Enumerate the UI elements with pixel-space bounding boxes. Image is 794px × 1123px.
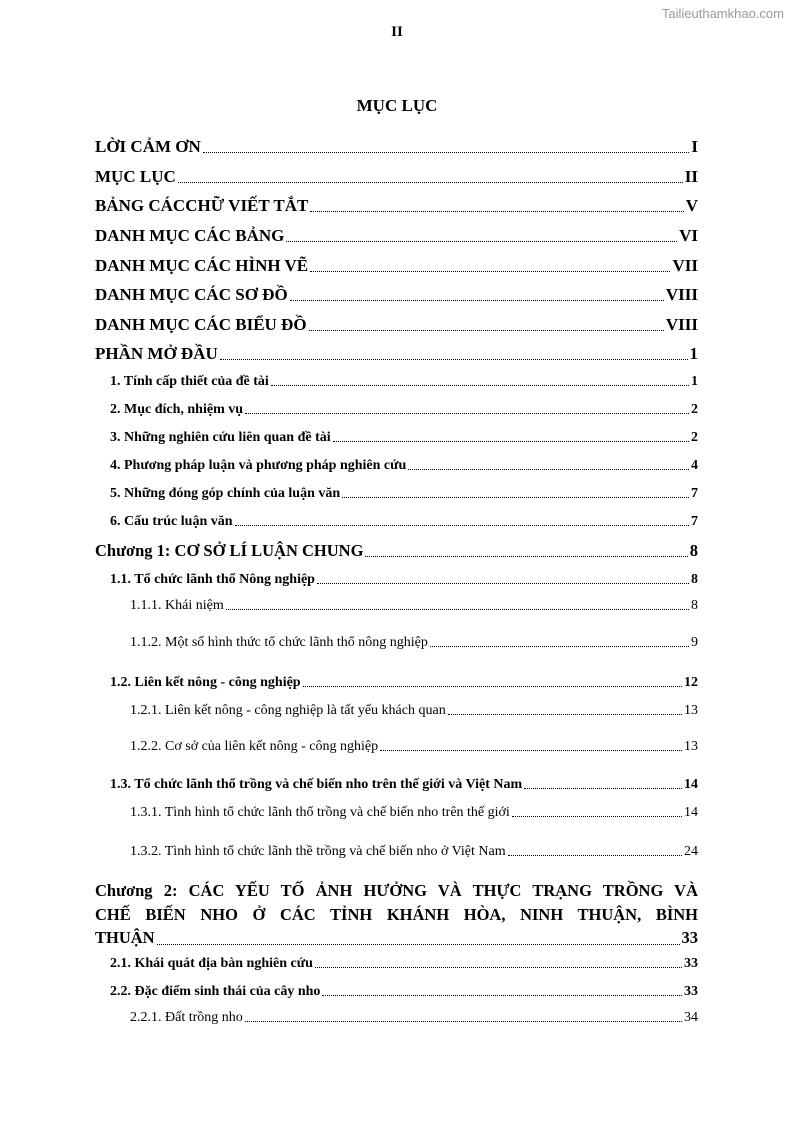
toc-entry-label: 1.2.2. Cơ sở của liên kết nông - công nghiệp (130, 739, 379, 754)
toc-entry-label: 2.2.1. Đất trồng nho (130, 1010, 243, 1025)
toc-entry-section-1-1-2[interactable] (130, 635, 698, 651)
toc-entry-label: BẢNG CÁCCHỮ VIẾT TẮT (95, 196, 309, 215)
toc-entry-intro-4[interactable] (110, 458, 698, 474)
toc-entry-label: 1.1. Tổ chức lãnh thổ Nông nghiệp (110, 572, 315, 587)
leader-dots (315, 966, 682, 968)
toc-entry-label: DANH MỤC CÁC HÌNH VẼ (95, 256, 309, 275)
toc-entry-page: 7 (691, 514, 698, 529)
toc-entry-page: 8 (691, 572, 698, 587)
toc-entry-section-1-1-1[interactable] (130, 598, 698, 614)
toc-entry-section-1-3[interactable] (110, 777, 698, 793)
leader-dots (524, 787, 682, 789)
toc-entry-page: 33 (684, 984, 698, 999)
leader-dots (245, 412, 689, 414)
toc-entry-label: 1.3. Tổ chức lãnh thổ trồng và chế biến nho trên thế giới và Việt Nam (110, 777, 523, 792)
toc-entry-section-1-2-2[interactable] (130, 739, 698, 755)
toc-entry-section-2-1[interactable] (110, 956, 698, 972)
leader-dots (271, 384, 689, 386)
leader-dots (286, 240, 677, 242)
toc-entry-label: DANH MỤC CÁC SƠ ĐỒ (95, 285, 288, 304)
toc-entry-figures[interactable] (95, 256, 698, 276)
leader-dots (365, 555, 687, 557)
toc-entry-section-2-2-1[interactable] (130, 1010, 698, 1026)
toc-entry-page: 1 (691, 374, 698, 389)
toc-entry-section-2-2[interactable] (110, 984, 698, 1000)
toc-entry-label: DANH MỤC CÁC BIỂU ĐỒ (95, 315, 307, 334)
toc-entry-page: V (685, 196, 698, 215)
leader-dots (342, 496, 689, 498)
toc-entry-page: 33 (681, 928, 698, 947)
toc-entry-diagrams[interactable] (95, 285, 698, 305)
toc-entry-acknowledgement[interactable] (95, 137, 698, 157)
toc-entry-intro-3[interactable] (110, 430, 698, 446)
toc-entry-label: 2.2. Đặc điểm sinh thái của cây nho (110, 984, 321, 999)
leader-dots (157, 943, 680, 945)
leader-dots (322, 994, 682, 996)
toc-entry-page: 2 (691, 430, 698, 445)
leader-dots (290, 299, 664, 301)
toc-entry-page: 33 (684, 956, 698, 971)
leader-dots (408, 468, 689, 470)
toc-entry-page: 9 (691, 635, 698, 650)
toc-entry-page: 8 (689, 541, 698, 560)
toc-entry-section-1-3-2[interactable] (130, 844, 698, 860)
toc-entry-charts[interactable] (95, 315, 698, 335)
toc-entry-intro-6[interactable] (110, 514, 698, 530)
leader-dots (333, 440, 689, 442)
toc-entry-label: 2. Mục đích, nhiệm vụ (110, 402, 244, 417)
toc-entry-label: 1.2.1. Liên kết nông - công nghiệp là tất yếu khách quan (130, 703, 446, 718)
leader-dots (226, 608, 689, 610)
toc-entry-page: 34 (684, 1010, 698, 1025)
toc-entry-page: I (691, 137, 698, 156)
toc-entry-page: 7 (691, 486, 698, 501)
leader-dots (303, 685, 682, 687)
toc-entry-page: 13 (684, 739, 698, 754)
toc-entry-page: II (684, 167, 698, 186)
toc-entry-section-1-3-1[interactable] (130, 805, 698, 821)
toc-entry-page: VI (679, 226, 698, 245)
toc-entry-chapter-1[interactable] (95, 541, 698, 561)
leader-dots (235, 524, 689, 526)
toc-entry-label: 4. Phương pháp luận và phương pháp nghiên cứu (110, 458, 407, 473)
toc-entry-page: 8 (691, 598, 698, 613)
toc-entry-page: 14 (684, 777, 698, 792)
toc-entry-label: 6. Cấu trúc luận văn (110, 514, 233, 529)
toc-entry-page: VII (672, 256, 698, 275)
toc-entry-label: 1.2. Liên kết nông - công nghiệp (110, 675, 301, 690)
toc-entry-page: 24 (684, 844, 698, 859)
toc-entry-label: 1. Tính cấp thiết của đề tài (110, 374, 269, 389)
toc-entry-intro-5[interactable] (110, 486, 698, 502)
toc-entry-label: 1.1.1. Khái niệm (130, 598, 224, 613)
toc-entry-label: 5. Những đóng góp chính của luận văn (110, 486, 341, 501)
leader-dots (310, 270, 670, 272)
toc-entry-label: DANH MỤC CÁC BẢNG (95, 226, 285, 245)
toc-entry-label: 1.1.2. Một số hình thức tổ chức lãnh thổ nông nghiệp (130, 635, 428, 650)
toc-entry-page: 1 (689, 344, 698, 363)
toc-entry-label: Chương 1: CƠ SỞ LÍ LUẬN CHUNG (95, 541, 364, 560)
toc-entry-page: VIII (665, 315, 698, 334)
toc-entry-page: 12 (684, 675, 698, 690)
toc-entry-section-1-1[interactable] (110, 572, 698, 588)
toc-entry-label-line-3-row (95, 926, 698, 950)
leader-dots (203, 151, 690, 153)
toc-entry-introduction[interactable] (95, 344, 698, 364)
toc-entry-label: 3. Những nghiên cứu liên quan đề tài (110, 430, 331, 445)
toc-entry-page: 4 (691, 458, 698, 473)
leader-dots (220, 358, 688, 360)
toc-entry-label-line-3: THUẬN (95, 928, 155, 947)
leader-dots (512, 815, 682, 817)
leader-dots (310, 210, 683, 212)
toc-entry-label-line-1: Chương 2: CÁC YẾU TỐ ẢNH HƯỞNG VÀ THỰC TRẠNG TRỒNG VÀ (95, 881, 698, 900)
toc-entry-section-1-2[interactable] (110, 675, 698, 691)
toc-entry-chapter-2[interactable] (95, 879, 698, 950)
leader-dots (508, 854, 682, 856)
toc-entry-intro-1[interactable] (110, 374, 698, 390)
toc-entry-intro-2[interactable] (110, 402, 698, 418)
leader-dots (448, 713, 682, 715)
leader-dots (309, 329, 664, 331)
toc-entry-page: 13 (684, 703, 698, 718)
toc-entry-label: 2.1. Khái quát địa bàn nghiên cứu (110, 956, 313, 971)
toc-entry-page: 2 (691, 402, 698, 417)
leader-dots (178, 181, 683, 183)
watermark: Tailieuthamkhao.com (661, 6, 784, 21)
toc-entry-abbreviations[interactable] (95, 196, 698, 216)
toc-entry-label: MỤC LỤC (95, 167, 176, 186)
toc-entry-tables[interactable] (95, 226, 698, 246)
toc-entry-page: 14 (684, 805, 698, 820)
toc-entry-contents[interactable] (95, 167, 698, 187)
leader-dots (317, 582, 689, 584)
leader-dots (380, 749, 682, 751)
page-title: MỤC LỤC (356, 96, 438, 115)
toc-entry-label: 1.3.2. Tình hình tổ chức lãnh thề trồng và chế biến nho ở Việt Nam (130, 844, 506, 859)
toc-entry-label: LỜI CẢM ƠN (95, 137, 201, 156)
toc-entry-section-1-2-1[interactable] (130, 703, 698, 719)
leader-dots (245, 1020, 682, 1022)
toc-entry-page: VIII (665, 285, 698, 304)
toc-entry-label: 1.3.1. Tình hình tổ chức lãnh thổ trồng và chế biến nho trên thế giới (130, 805, 510, 820)
toc-entry-label: PHẦN MỞ ĐẦU (95, 344, 218, 363)
toc-entry-label-line-2: CHẾ BIẾN NHO Ở CÁC TỈNH KHÁNH HÒA, NINH THUẬN, BÌNH (95, 904, 698, 924)
leader-dots (430, 645, 689, 647)
page-number: II (391, 24, 403, 40)
